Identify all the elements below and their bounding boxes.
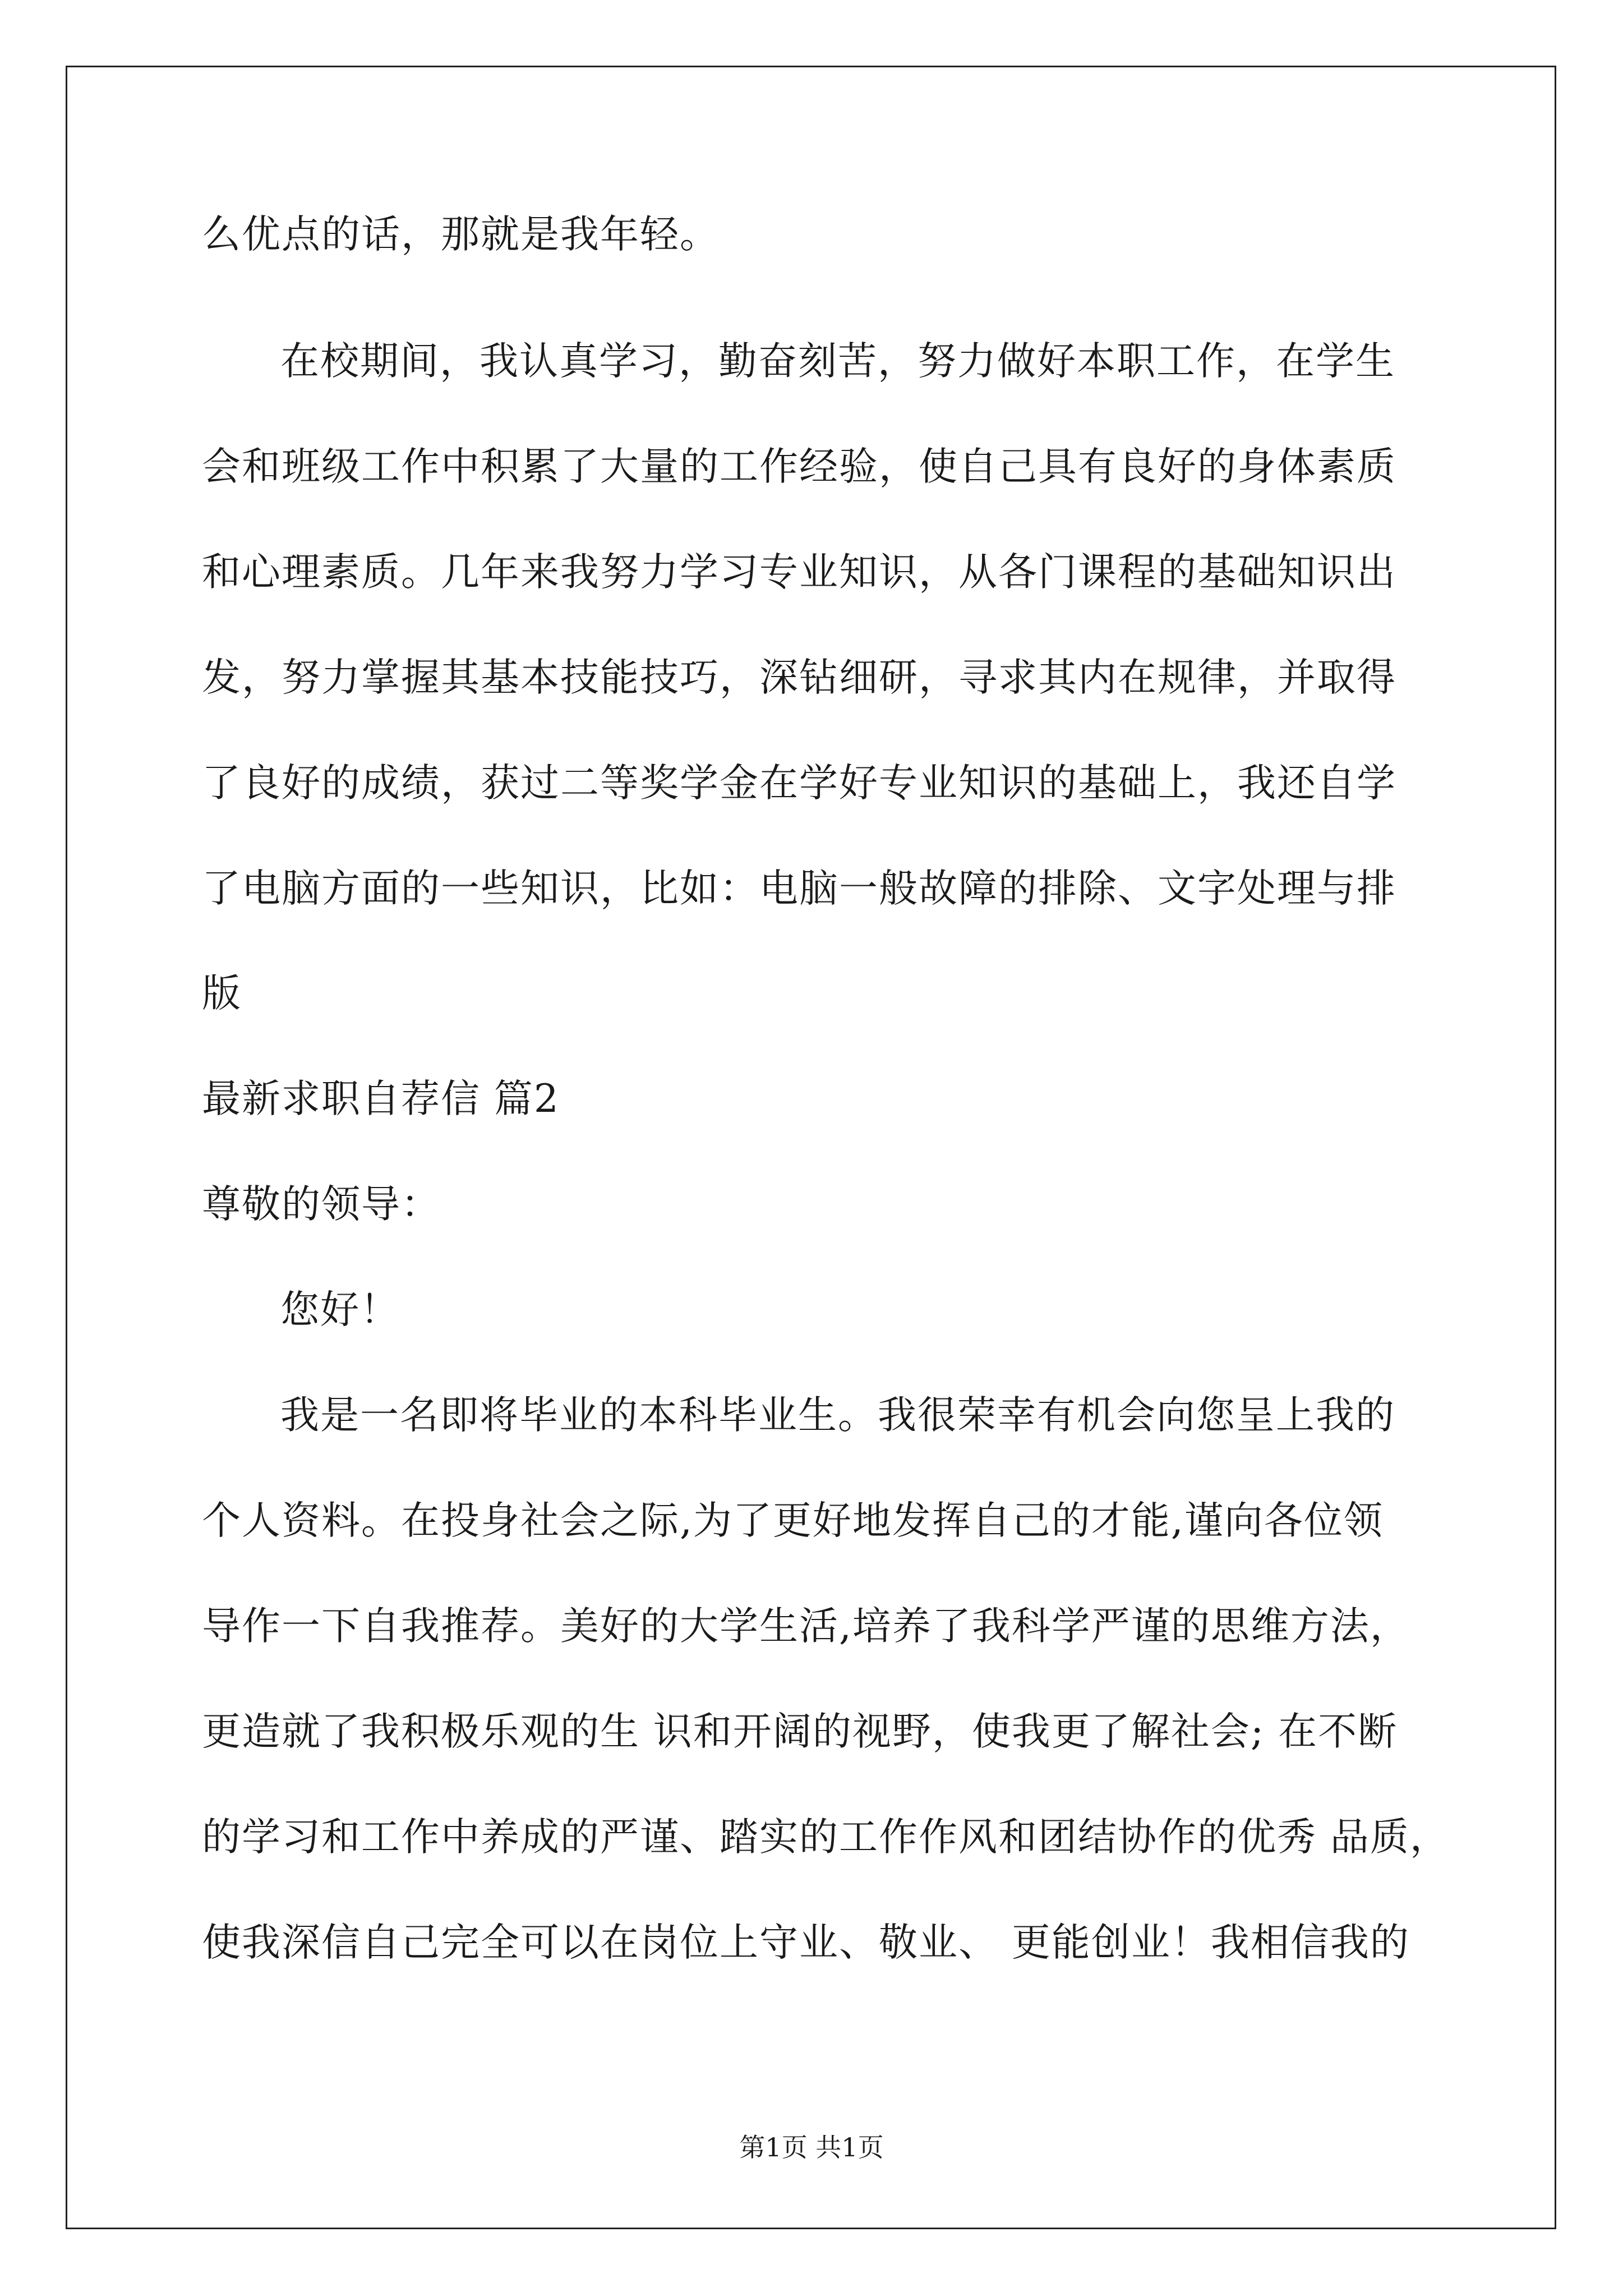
text-line: 版 xyxy=(202,971,242,1016)
section-heading: 最新求职自荐信 篇2 xyxy=(202,1076,560,1121)
text-line: 发，努力掌握其基本技能技巧，深钻细研，寻求其内在规律，并取得 xyxy=(202,655,1396,700)
salutation: 尊敬的领导： xyxy=(202,1182,441,1227)
text-line: 么优点的话，那就是我年轻。 xyxy=(202,212,720,257)
paragraph-first-line: 我是一名即将毕业的本科毕业生。我很荣幸有机会向您呈上我的 xyxy=(280,1393,1395,1438)
greeting: 您好！ xyxy=(280,1287,400,1332)
text-line: 更造就了我积极乐观的生 识和开阔的视野，使我更了解社会; 在不断 xyxy=(202,1709,1398,1754)
text-line: 会和班级工作中积累了大量的工作经验，使自己具有良好的身体素质 xyxy=(202,444,1396,489)
text-line: 个人资料。在投身社会之际,为了更好地发挥自己的才能,谨向各位领 xyxy=(202,1498,1384,1543)
page-border xyxy=(66,66,1556,2229)
text-line: 使我深信自己完全可以在岗位上守业、敬业、 更能创业！我相信我的 xyxy=(202,1920,1410,1965)
text-line: 导作一下自我推荐。美好的大学生活,培养了我科学严谨的思维方法， xyxy=(202,1604,1410,1649)
text-line: 了良好的成绩，获过二等奖学金在学好专业知识的基础上，我还自学 xyxy=(202,761,1396,806)
text-line: 和心理素质。几年来我努力学习专业知识，从各门课程的基础知识出 xyxy=(202,550,1396,595)
paragraph-first-line: 在校期间，我认真学习，勤奋刻苦，努力做好本职工作，在学生 xyxy=(280,339,1395,384)
text-line: 了电脑方面的一些知识，比如：电脑一般故障的排除、文字处理与排 xyxy=(202,866,1396,911)
text-line: 的学习和工作中养成的严谨、踏实的工作作风和团结协作的优秀 品质， xyxy=(202,1815,1450,1860)
page-number-footer: 第1页 共1页 xyxy=(739,2132,884,2162)
